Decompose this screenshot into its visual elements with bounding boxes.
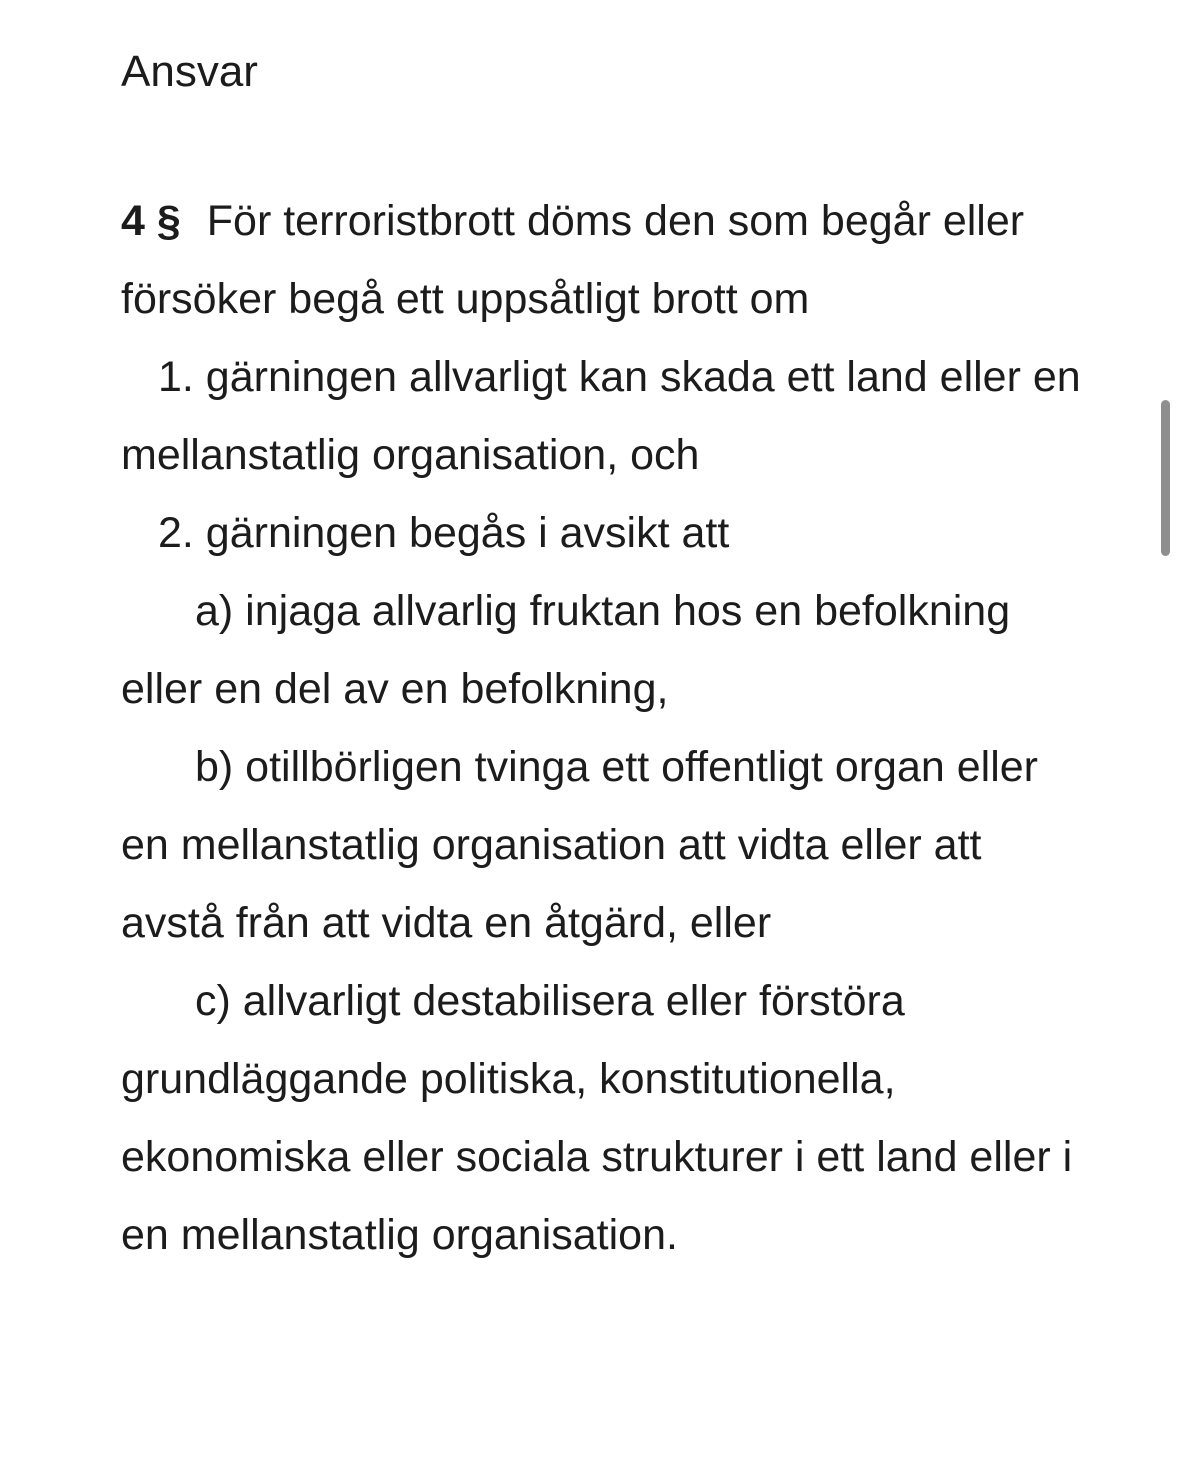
sub-item-c: c) allvarligt destabilisera eller förstöra grundläggande politiska, konstitutionella, ekonomiska eller sociala strukturer i ett land eller i en mellanstatlig organisation. [121,977,1073,1259]
sub-item-b: b) otillbörligen tvinga ett offentligt organ eller en mellanstatlig organisation att vidta eller att avstå från att vidta en åtgärd, eller [121,743,1038,947]
list-item-2: 2. gärningen begås i avsikt att [158,509,730,557]
intro-text: För terroristbrott döms den som begår eller försöker begå ett uppsåtligt brott om [121,197,1025,323]
list-item-1: 1. gärningen allvarligt kan skada ett land eller en mellanstatlig organisation, och [121,353,1081,479]
paragraph-number: 4 § [121,197,181,245]
section-heading: Ansvar [121,47,258,96]
sub-item-a: a) injaga allvarlig fruktan hos en befolkning eller en del av en befolkning, [121,587,1011,713]
paragraph-intro [121,182,1081,338]
paragraph-4 [121,182,1081,1274]
vertical-scrollbar[interactable] [1161,400,1170,556]
